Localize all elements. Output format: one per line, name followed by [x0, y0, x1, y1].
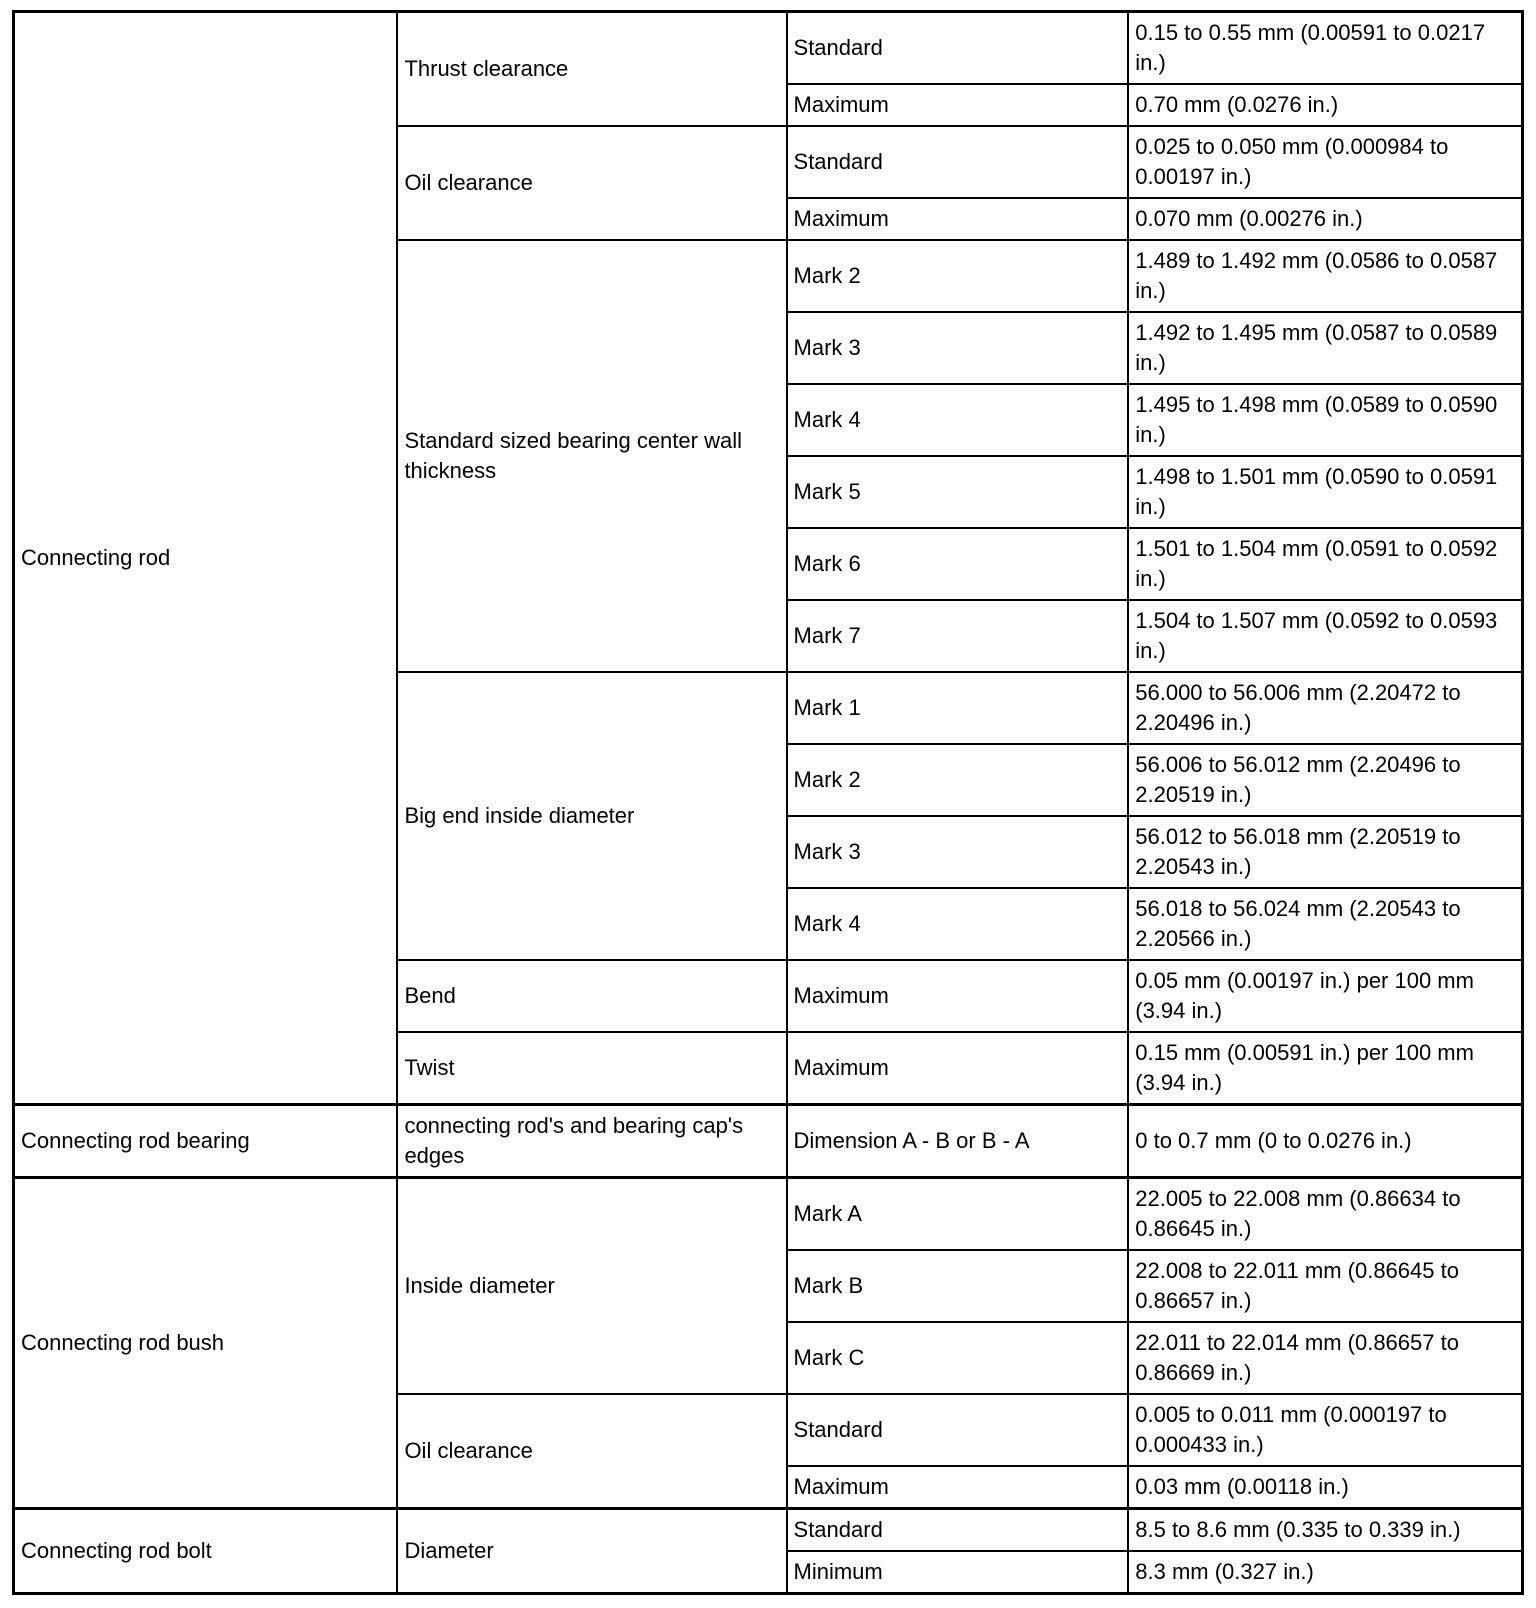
item-cell: Diameter — [397, 1509, 786, 1594]
value-cell: 0.15 to 0.55 mm (0.00591 to 0.0217 in.) — [1128, 12, 1522, 85]
table-row — [14, 1105, 1523, 1178]
table-row — [14, 12, 1523, 85]
condition-cell: Maximum — [787, 84, 1129, 126]
condition-cell: Mark C — [787, 1322, 1129, 1394]
condition-cell: Mark 5 — [787, 456, 1129, 528]
table-row — [14, 1509, 1523, 1552]
condition-cell: Mark B — [787, 1250, 1129, 1322]
value-cell: 0.70 mm (0.0276 in.) — [1128, 84, 1522, 126]
value-cell: 8.5 to 8.6 mm (0.335 to 0.339 in.) — [1128, 1509, 1522, 1552]
item-cell: Big end inside diameter — [397, 672, 786, 960]
value-cell: 0.070 mm (0.00276 in.) — [1128, 198, 1522, 240]
condition-cell: Maximum — [787, 1466, 1129, 1509]
value-cell: 56.000 to 56.006 mm (2.20472 to 2.20496 in.) — [1128, 672, 1522, 744]
value-cell: 0.005 to 0.011 mm (0.000197 to 0.000433 in.) — [1128, 1394, 1522, 1466]
condition-cell: Dimension A - B or B - A — [787, 1105, 1129, 1178]
value-cell: 56.006 to 56.012 mm (2.20496 to 2.20519 in.) — [1128, 744, 1522, 816]
value-cell: 56.018 to 56.024 mm (2.20543 to 2.20566 in.) — [1128, 888, 1522, 960]
component-cell: Connecting rod bolt — [14, 1509, 398, 1594]
value-cell: 0.025 to 0.050 mm (0.000984 to 0.00197 in.) — [1128, 126, 1522, 198]
condition-cell: Mark 3 — [787, 312, 1129, 384]
item-cell: Thrust clearance — [397, 12, 786, 127]
component-cell: Connecting rod bearing — [14, 1105, 398, 1178]
specification-table-body — [14, 12, 1523, 1594]
item-cell: Inside diameter — [397, 1178, 786, 1395]
condition-cell: Mark 7 — [787, 600, 1129, 672]
condition-cell: Mark 4 — [787, 888, 1129, 960]
value-cell: 0.03 mm (0.00118 in.) — [1128, 1466, 1522, 1509]
value-cell: 1.501 to 1.504 mm (0.0591 to 0.0592 in.) — [1128, 528, 1522, 600]
item-cell: connecting rod's and bearing cap's edges — [397, 1105, 786, 1178]
condition-cell: Mark 4 — [787, 384, 1129, 456]
table-row — [14, 1178, 1523, 1251]
value-cell: 1.495 to 1.498 mm (0.0589 to 0.0590 in.) — [1128, 384, 1522, 456]
value-cell: 56.012 to 56.018 mm (2.20519 to 2.20543 in.) — [1128, 816, 1522, 888]
value-cell: 0.15 mm (0.00591 in.) per 100 mm (3.94 in.) — [1128, 1032, 1522, 1105]
value-cell: 1.504 to 1.507 mm (0.0592 to 0.0593 in.) — [1128, 600, 1522, 672]
condition-cell: Mark 2 — [787, 240, 1129, 312]
condition-cell: Mark 6 — [787, 528, 1129, 600]
value-cell: 0.05 mm (0.00197 in.) per 100 mm (3.94 in.) — [1128, 960, 1522, 1032]
condition-cell: Mark 2 — [787, 744, 1129, 816]
value-cell: 0 to 0.7 mm (0 to 0.0276 in.) — [1128, 1105, 1522, 1178]
condition-cell: Standard — [787, 1394, 1129, 1466]
item-cell: Bend — [397, 960, 786, 1032]
value-cell: 1.492 to 1.495 mm (0.0587 to 0.0589 in.) — [1128, 312, 1522, 384]
value-cell: 22.011 to 22.014 mm (0.86657 to 0.86669 in.) — [1128, 1322, 1522, 1394]
item-cell: Twist — [397, 1032, 786, 1105]
specification-table — [12, 10, 1524, 1595]
condition-cell: Standard — [787, 12, 1129, 85]
value-cell: 1.489 to 1.492 mm (0.0586 to 0.0587 in.) — [1128, 240, 1522, 312]
condition-cell: Mark A — [787, 1178, 1129, 1251]
condition-cell: Maximum — [787, 1032, 1129, 1105]
condition-cell: Standard — [787, 126, 1129, 198]
value-cell: 22.005 to 22.008 mm (0.86634 to 0.86645 in.) — [1128, 1178, 1522, 1251]
value-cell: 22.008 to 22.011 mm (0.86645 to 0.86657 in.) — [1128, 1250, 1522, 1322]
condition-cell: Mark 3 — [787, 816, 1129, 888]
component-cell: Connecting rod bush — [14, 1178, 398, 1509]
condition-cell: Maximum — [787, 960, 1129, 1032]
component-cell: Connecting rod — [14, 12, 398, 1105]
condition-cell: Standard — [787, 1509, 1129, 1552]
value-cell: 8.3 mm (0.327 in.) — [1128, 1551, 1522, 1594]
item-cell: Standard sized bearing center wall thickness — [397, 240, 786, 672]
condition-cell: Maximum — [787, 198, 1129, 240]
item-cell: Oil clearance — [397, 1394, 786, 1509]
value-cell: 1.498 to 1.501 mm (0.0590 to 0.0591 in.) — [1128, 456, 1522, 528]
condition-cell: Mark 1 — [787, 672, 1129, 744]
condition-cell: Minimum — [787, 1551, 1129, 1594]
item-cell: Oil clearance — [397, 126, 786, 240]
